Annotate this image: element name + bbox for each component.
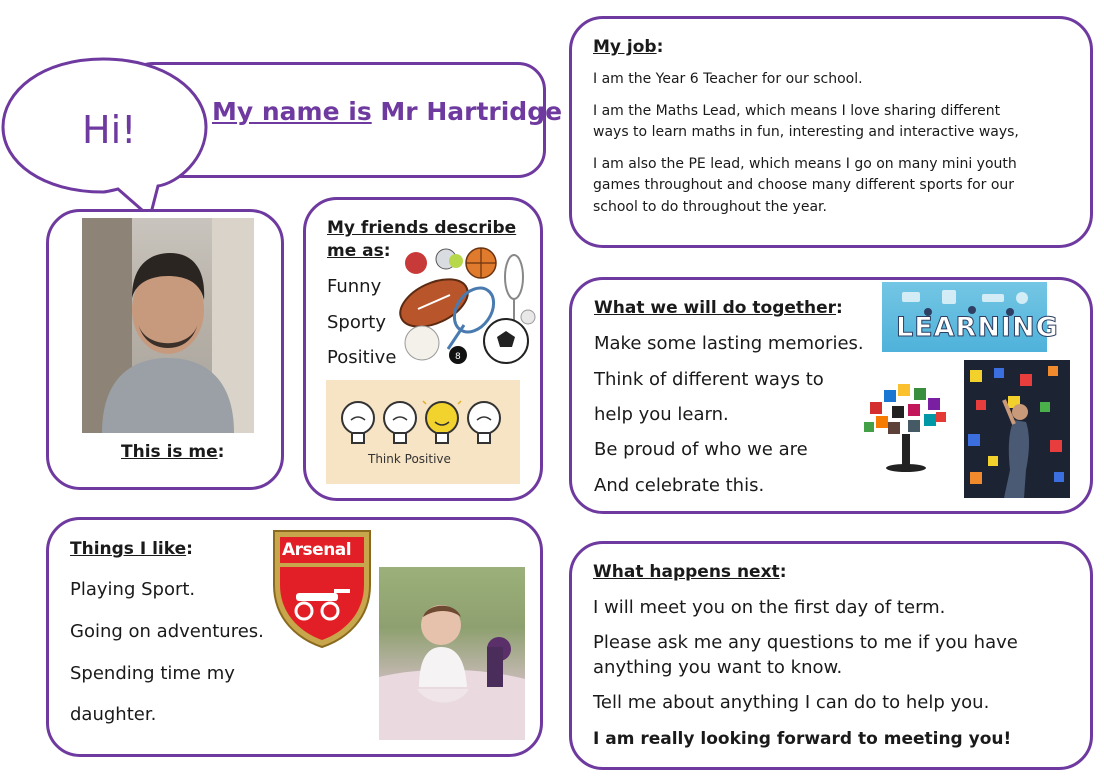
like-item: daughter.	[70, 704, 157, 725]
svg-text:8: 8	[455, 352, 461, 362]
trait-item: Funny	[327, 276, 382, 297]
friends-heading-line2: me as	[327, 241, 384, 261]
photo-caption	[121, 442, 224, 462]
teacher-name: Mr Hartridge	[371, 97, 563, 126]
next-line: I will meet you on the first day of term.	[593, 597, 946, 618]
trait-item: Positive	[327, 347, 397, 368]
together-heading-text: What we will do together	[594, 298, 837, 318]
trait-item: Sporty	[327, 312, 386, 333]
name-prefix: My name is	[212, 97, 372, 126]
together-line: Be proud of who we are	[594, 439, 808, 460]
learning-banner	[882, 282, 1059, 352]
job-line: I am the Year 6 Teacher for our school.	[593, 71, 863, 87]
friends-heading-line1: My friends describe	[327, 218, 517, 238]
arsenal-crest	[268, 527, 376, 651]
together-line: And celebrate this.	[594, 475, 765, 496]
think-positive-poster	[326, 380, 520, 484]
like-item: Going on adventures.	[70, 621, 264, 642]
together-line: Think of different ways to	[594, 369, 824, 390]
climbing-wall-icon	[964, 360, 1070, 498]
together-line: Make some lasting memories.	[594, 333, 864, 354]
caption-colon: :	[217, 442, 225, 462]
friends-heading-colon: :	[383, 241, 391, 261]
job-line: school to do throughout the year.	[593, 199, 827, 215]
daughter-photo	[379, 567, 525, 740]
bubble-greeting: Hi!	[82, 108, 137, 152]
photo-tree-icon	[864, 382, 950, 474]
likes-heading	[70, 539, 193, 559]
job-line: I am also the PE lead, which means I go on many mini youth	[593, 156, 1017, 172]
crest-text: Arsenal	[282, 540, 352, 560]
learning-banner-text: LEARNING	[896, 312, 1059, 343]
together-line: help you learn.	[594, 404, 729, 425]
next-heading-colon: :	[779, 562, 787, 582]
like-item: Spending time my	[70, 663, 235, 684]
like-item: Playing Sport.	[70, 579, 196, 600]
poster-caption: Think Positive	[368, 452, 451, 466]
job-heading-colon: :	[656, 37, 664, 57]
page-title	[212, 97, 562, 126]
next-line: Please ask me any questions to me if you have	[593, 632, 1018, 653]
likes-heading-colon: :	[186, 539, 193, 559]
job-line: ways to learn maths in fun, interesting and interactive ways,	[593, 124, 1019, 140]
climbing-wall-photo	[964, 360, 1070, 498]
job-heading-text: My job	[593, 37, 657, 57]
portrait-icon	[82, 218, 254, 433]
job-line: games throughout and choose many different sports for our	[593, 177, 1015, 193]
together-heading-colon: :	[836, 298, 843, 318]
teacher-photo	[82, 218, 254, 433]
next-line: Tell me about anything I can do to help you.	[593, 692, 990, 713]
caption-text: This is me	[121, 442, 218, 462]
job-line: I am the Maths Lead, which means I love sharing different	[593, 103, 1001, 119]
lightbulbs-icon	[336, 398, 511, 448]
likes-heading-text: Things I like	[70, 539, 187, 559]
job-heading	[593, 37, 663, 57]
next-heading	[593, 562, 787, 582]
sports-balls-icon	[396, 245, 536, 367]
together-heading	[594, 298, 843, 318]
child-icon	[379, 567, 525, 740]
next-heading-text: What happens next	[593, 562, 780, 582]
next-closing: I am really looking forward to meeting you!	[593, 729, 1012, 749]
next-line: anything you want to know.	[593, 657, 843, 678]
